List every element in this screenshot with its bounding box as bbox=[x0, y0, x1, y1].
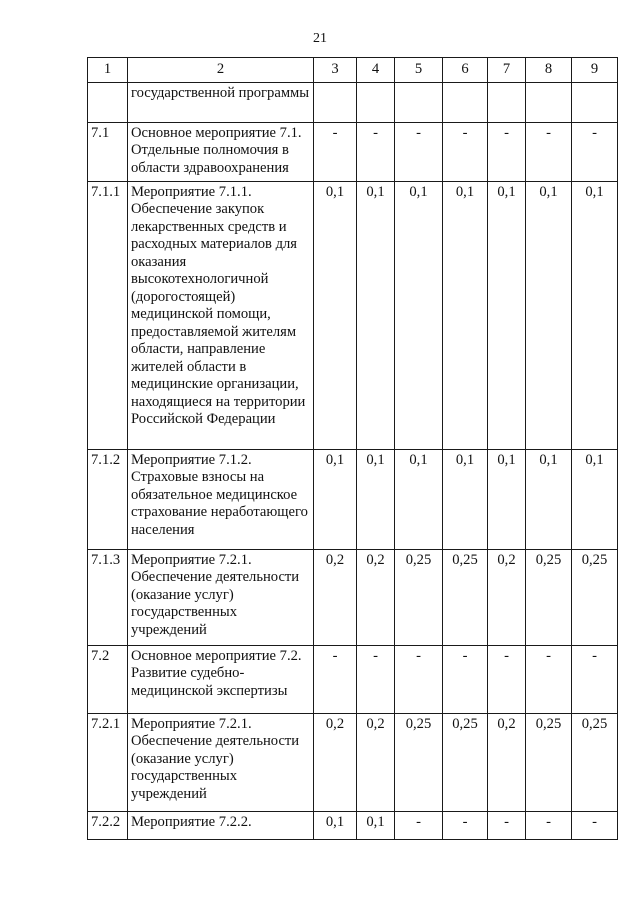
value-cell: 0,2 bbox=[488, 549, 526, 645]
value-cell: 0,25 bbox=[526, 549, 572, 645]
value-cell: - bbox=[357, 645, 395, 713]
row-number-cell: 7.1.1 bbox=[88, 181, 128, 449]
row-number-cell: 7.1.3 bbox=[88, 549, 128, 645]
value-cell bbox=[572, 82, 618, 122]
table-row bbox=[88, 713, 618, 811]
value-cell: 0,1 bbox=[357, 181, 395, 449]
value-cell bbox=[488, 82, 526, 122]
table-row bbox=[88, 82, 618, 122]
header-cell-5: 5 bbox=[395, 58, 443, 83]
table-row bbox=[88, 811, 618, 839]
table-row bbox=[88, 549, 618, 645]
value-cell: 0,1 bbox=[395, 181, 443, 449]
table-row bbox=[88, 122, 618, 181]
row-number-cell: 7.1 bbox=[88, 122, 128, 181]
row-name-cell: Мероприятие 7.1.1. Обеспечение закупок лекарственных средств и расходных материалов для оказания высокотехнологичной (дорогостоящей) медицинской помощи, предоставляемой жителям области, направление жителей области в медицинские организации, находящиеся на территории Российской Федерации bbox=[128, 181, 314, 449]
value-cell: - bbox=[488, 811, 526, 839]
row-name-cell: Основное мероприятие 7.1. Отдельные полномочия в области здравоохранения bbox=[128, 122, 314, 181]
value-cell: 0,1 bbox=[526, 181, 572, 449]
header-cell-2: 2 bbox=[128, 58, 314, 83]
value-cell: 0,1 bbox=[357, 449, 395, 549]
row-number-cell: 7.2.2 bbox=[88, 811, 128, 839]
row-number-cell: 7.2 bbox=[88, 645, 128, 713]
value-cell: 0,1 bbox=[572, 449, 618, 549]
value-cell: 0,1 bbox=[395, 449, 443, 549]
value-cell bbox=[526, 82, 572, 122]
value-cell: 0,2 bbox=[357, 549, 395, 645]
value-cell: 0,1 bbox=[443, 449, 488, 549]
header-cell-7: 7 bbox=[488, 58, 526, 83]
value-cell: 0,1 bbox=[572, 181, 618, 449]
value-cell: 0,1 bbox=[488, 449, 526, 549]
value-cell: 0,1 bbox=[526, 449, 572, 549]
value-cell: 0,25 bbox=[395, 713, 443, 811]
data-table bbox=[87, 57, 618, 840]
value-cell bbox=[314, 82, 357, 122]
value-cell bbox=[443, 82, 488, 122]
value-cell bbox=[357, 82, 395, 122]
value-cell: 0,1 bbox=[314, 811, 357, 839]
value-cell: 0,2 bbox=[314, 713, 357, 811]
value-cell: - bbox=[526, 122, 572, 181]
header-cell-3: 3 bbox=[314, 58, 357, 83]
row-name-cell: Мероприятие 7.2.2. bbox=[128, 811, 314, 839]
value-cell bbox=[395, 82, 443, 122]
row-name-cell: Мероприятие 7.2.1. Обеспечение деятельности (оказание услуг) государственных учреждений bbox=[128, 549, 314, 645]
value-cell: 0,25 bbox=[443, 549, 488, 645]
value-cell: - bbox=[395, 811, 443, 839]
value-cell: - bbox=[572, 811, 618, 839]
header-cell-6: 6 bbox=[443, 58, 488, 83]
table-row bbox=[88, 181, 618, 449]
value-cell: - bbox=[488, 122, 526, 181]
table-header-row bbox=[88, 58, 618, 83]
row-name-cell: Мероприятие 7.2.1. Обеспечение деятельности (оказание услуг) государственных учреждений bbox=[128, 713, 314, 811]
table-row bbox=[88, 645, 618, 713]
value-cell: - bbox=[395, 122, 443, 181]
value-cell: - bbox=[314, 645, 357, 713]
row-number-cell: 7.2.1 bbox=[88, 713, 128, 811]
value-cell: - bbox=[443, 122, 488, 181]
row-name-cell: Основное мероприятие 7.2. Развитие судебно-медицинской экспертизы bbox=[128, 645, 314, 713]
table-body bbox=[88, 58, 618, 840]
value-cell: 0,25 bbox=[572, 549, 618, 645]
value-cell: 0,25 bbox=[395, 549, 443, 645]
row-name-cell: Мероприятие 7.1.2. Страховые взносы на обязательное медицинское страхование неработающего населения bbox=[128, 449, 314, 549]
row-name-cell: государственной программы bbox=[128, 82, 314, 122]
row-number-cell: 7.1.2 bbox=[88, 449, 128, 549]
row-number-cell bbox=[88, 82, 128, 122]
value-cell: - bbox=[572, 645, 618, 713]
value-cell: - bbox=[314, 122, 357, 181]
header-cell-8: 8 bbox=[526, 58, 572, 83]
value-cell: 0,1 bbox=[443, 181, 488, 449]
value-cell: 0,25 bbox=[572, 713, 618, 811]
page-number: 21 bbox=[313, 31, 327, 46]
value-cell: 0,2 bbox=[488, 713, 526, 811]
value-cell: - bbox=[488, 645, 526, 713]
value-cell: 0,1 bbox=[488, 181, 526, 449]
value-cell: - bbox=[443, 645, 488, 713]
value-cell: 0,2 bbox=[314, 549, 357, 645]
header-cell-4: 4 bbox=[357, 58, 395, 83]
value-cell: 0,1 bbox=[314, 181, 357, 449]
value-cell: - bbox=[526, 811, 572, 839]
value-cell: - bbox=[526, 645, 572, 713]
value-cell: - bbox=[572, 122, 618, 181]
table-row bbox=[88, 449, 618, 549]
value-cell: - bbox=[395, 645, 443, 713]
value-cell: 0,1 bbox=[357, 811, 395, 839]
header-cell-1: 1 bbox=[88, 58, 128, 83]
value-cell: 0,1 bbox=[314, 449, 357, 549]
value-cell: 0,25 bbox=[526, 713, 572, 811]
header-cell-9: 9 bbox=[572, 58, 618, 83]
value-cell: - bbox=[443, 811, 488, 839]
value-cell: - bbox=[357, 122, 395, 181]
value-cell: 0,2 bbox=[357, 713, 395, 811]
value-cell: 0,25 bbox=[443, 713, 488, 811]
